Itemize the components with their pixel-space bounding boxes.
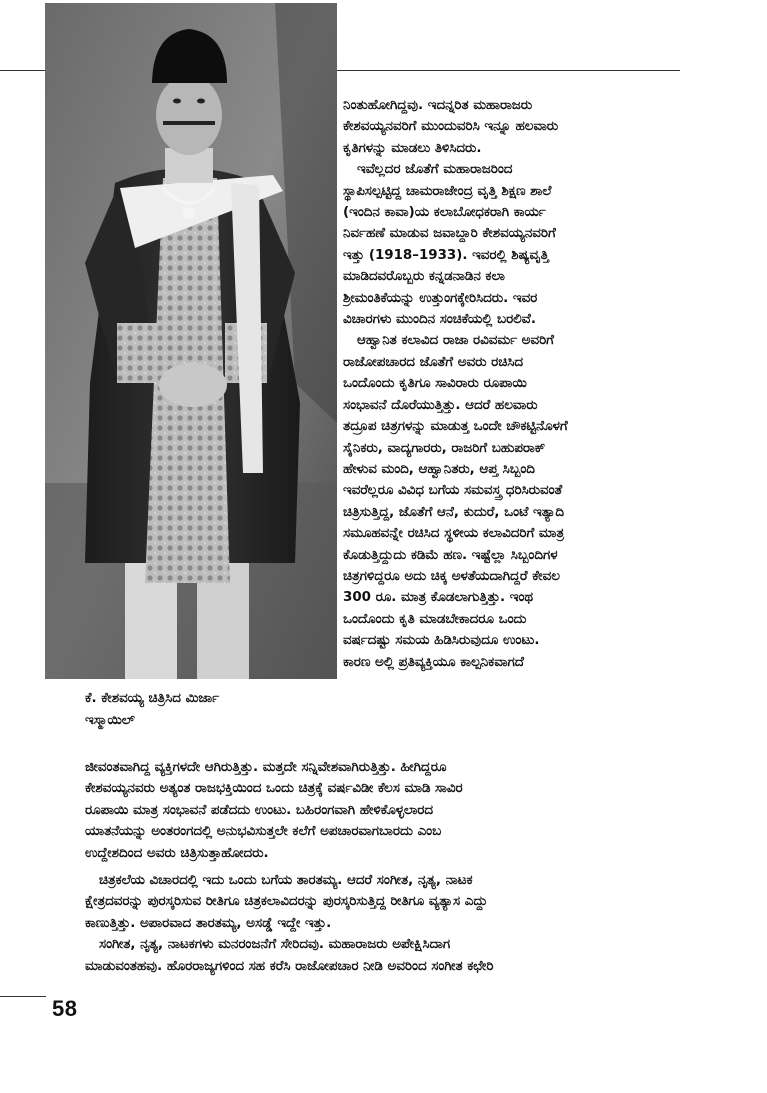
text-line: (ಇಂದಿನ ಕಾವಾ)ಯ ಕಲಾಬೋಧಕರಾಗಿ ಕಾರ್ಯ	[343, 205, 546, 221]
text-line: 300 ರೂ. ಮಾತ್ರ ಕೊಡಲಾಗುತ್ತಿತ್ತು. ಇಂಥ	[343, 590, 534, 606]
text-line: ಹೇಳುವ ಮಂದಿ, ಆಹ್ವಾನಿತರು, ಆಪ್ತ ಸಿಬ್ಬಂದಿ	[343, 461, 535, 477]
text-line: ಕೊಡುತ್ತಿದ್ದುದು ಕಡಿಮೆ ಹಣ. ಇಷ್ಟೆಲ್ಲಾ ಸಿಬ್ಬಂದಿಗಳ	[343, 547, 558, 563]
text-line: ವರ್ಷದಷ್ಟು ಸಮಯ ಹಿಡಿಸಿರುವುದೂ ಉಂಟು.	[343, 633, 540, 649]
text-line: ಜೀವಂತವಾಗಿದ್ದ ವ್ಯಕ್ತಿಗಳದೇ ಆಗಿರುತ್ತಿತ್ತು. ಮತ್ತದೇ ಸನ್ನಿವೇಶವಾಗಿರುತ್ತಿತ್ತು. ಹೀಗಿದ್ದರೂ	[85, 760, 447, 775]
text-line: ತದ್ರೂಪ ಚಿತ್ರಗಳನ್ನು ಮಾಡುತ್ತ ಒಂದೇ ಚೌಕಟ್ಟಿನೊಳಗೆ	[343, 419, 568, 435]
right-column-text	[343, 95, 675, 673]
photo-caption	[85, 688, 335, 732]
text-line: ಕ್ಷೇತ್ರದವರನ್ನು ಪುರಸ್ಕರಿಸುವ ರೀತಿಗೂ ಚಿತ್ರಕಲಾವಿದರನ್ನು ಪುರಸ್ಕರಿಸುತ್ತಿದ್ದ ರೀತಿಗೂ ವ್ಯತ್ಯಾಸ ಎದ್ದು	[85, 894, 488, 910]
text-line: ರೂಪಾಯಿ ಮಾತ್ರ ಸಂಭಾವನೆ ಪಡೆದದು ಉಂಟು. ಬಹಿರಂಗವಾಗಿ ಹೇಳಿಕೊಳ್ಳಲಾರದ	[85, 802, 434, 818]
caption-line: ಇಸ್ಮಾಯಿಲ್	[85, 713, 135, 728]
page-number: 58	[52, 996, 78, 1021]
text-line: ಇತ್ತು (1918–1933). ಇವರಲ್ಲಿ ಶಿಷ್ಯವೃತ್ತಿ	[343, 247, 549, 263]
portrait-photo	[45, 3, 337, 679]
text-line: ಚಿತ್ರಕಲೆಯ ವಿಚಾರದಲ್ಲಿ ಇದು ಒಂದು ಬಗೆಯ ತಾರತಮ್ಯ. ಆದರೆ ಸಂಗೀತ, ನೃತ್ಯ, ನಾಟಕ	[99, 873, 473, 889]
text-line: ಚಿತ್ರಗಳಿದ್ದರೂ ಅದು ಚಿಕ್ಕ ಅಳತೆಯದಾಗಿದ್ದರೆ ಕೇವಲ	[343, 568, 560, 584]
text-line: ಸಮೂಹವನ್ನೇ ರಚಿಸಿದ ಸ್ಥಳೀಯ ಕಲಾವಿದರಿಗೆ ಮಾತ್ರ	[343, 526, 565, 542]
text-line: ಶ್ರೀಮಂತಿಕೆಯನ್ನು ಉತ್ತುಂಗಕ್ಕೇರಿಸಿದರು. ಇವರ	[343, 290, 538, 306]
full-width-text	[85, 757, 675, 977]
text-line: ಉದ್ದೇಶದಿಂದ ಅವರು ಚಿತ್ರಿಸುತ್ತಾಹೋದರು.	[85, 845, 269, 861]
text-line: ಮಾಡುವಂತಹವು. ಹೊರರಾಜ್ಯಗಳಿಂದ ಸಹ ಕರೆಸಿ ರಾಜೋಪಚಾರ ನೀಡಿ ಅವರಿಂದ ಸಂಗೀತ ಕಛೇರಿ	[85, 958, 494, 974]
text-line: ಸ್ಥಾಪಿಸಲ್ಪಟ್ಟಿದ್ದ ಚಾಮರಾಜೇಂದ್ರ ವೃತ್ತಿ ಶಿಕ್ಷಣ ಶಾಲೆ	[343, 183, 552, 199]
text-line: ಸೈನಿಕರು, ವಾದ್ಯಗಾರರು, ರಾಜರಿಗೆ ಬಹುಪರಾಕ್	[343, 440, 546, 456]
text-line: ರಾಜೋಪಚಾರದ ಜೊತೆಗೆ ಅವರು ರಚಿಸಿದ	[343, 354, 524, 370]
text-line: ಆಹ್ವಾನಿತ ಕಲಾವಿದ ರಾಜಾ ರವಿವರ್ಮ ಅವರಿಗೆ	[357, 333, 554, 349]
text-line: ವಿಚಾರಗಳು ಮುಂದಿನ ಸಂಚಿಕೆಯಲ್ಲಿ ಬರಲಿವೆ.	[343, 312, 536, 328]
footer-rule	[0, 996, 46, 997]
text-line: ಕೃತಿಗಳನ್ನು ಮಾಡಲು ತಿಳಿಸಿದರು.	[343, 140, 482, 156]
text-line: ಇವೆಲ್ಲದರ ಜೊತೆಗೆ ಮಹಾರಾಜರಿಂದ	[357, 162, 513, 178]
text-line: ಮಾಡಿದವರೊಬ್ಬರು ಕನ್ನಡನಾಡಿನ ಕಲಾ	[343, 269, 505, 285]
text-line: ಒಂದೊಂದು ಕೃತಿ ಮಾಡಬೇಕಾದರೂ ಒಂದು	[343, 611, 527, 627]
caption-line: ಕೆ. ಕೇಶವಯ್ಯ ಚಿತ್ರಿಸಿದ ಮಿರ್ಜಾ	[85, 691, 220, 706]
text-line: ಕೇಶವಯ್ಯನವರು ಅತ್ಯಂತ ರಾಜಭಕ್ತಿಯಿಂದ ಒಂದು ಚಿತ್ರಕ್ಕೆ ವರ್ಷವಿಡೀ ಕೆಲಸ ಮಾಡಿ ಸಾವಿರ	[85, 781, 463, 797]
text-line: ಒಂದೊಂದು ಕೃತಿಗೂ ಸಾವಿರಾರು ರೂಪಾಯಿ	[343, 376, 527, 392]
text-line: ಕಾಣುತ್ತಿತ್ತು. ಅಪಾರವಾದ ತಾರತಮ್ಯ, ಅಸಡ್ಡೆ ಇದ್ದೇ ಇತ್ತು.	[85, 915, 332, 931]
text-line: ನಿರ್ವಹಣೆ ಮಾಡುವ ಜವಾಬ್ದಾರಿ ಕೇಶವಯ್ಯನವರಿಗೆ	[343, 226, 556, 242]
text-line: ಕೇಶವಯ್ಯನವರಿಗೆ ಮುಂದುವರಿಸಿ ಇನ್ನೂ ಹಲವಾರು	[343, 119, 559, 135]
text-line: ಇವರೆಲ್ಲರೂ ವಿವಿಧ ಬಗೆಯ ಸಮವಸ್ತ್ರ ಧರಿಸಿರುವಂತೆ	[343, 483, 563, 499]
text-line: ಯಾತನೆಯನ್ನು ಅಂತರಂಗದಲ್ಲಿ ಅನುಭವಿಸುತ್ತಲೇ ಕಲೆಗೆ ಅಪಚಾರವಾಗಬಾರದು ಎಂಬ	[85, 824, 442, 840]
text-line: ಸಂಭಾವನೆ ದೊರೆಯುತ್ತಿತ್ತು. ಆದರೆ ಹಲವಾರು	[343, 397, 538, 413]
text-line: ನಿಂತುಹೋಗಿದ್ದವು. ಇದನ್ನರಿತ ಮಹಾರಾಜರು	[343, 98, 533, 113]
text-line: ಸಂಗೀತ, ನೃತ್ಯ, ನಾಟಕಗಳು ಮನರಂಜನೆಗೆ ಸೇರಿದವು. ಮಹಾರಾಜರು ಅಪೇಕ್ಷಿಸಿದಾಗ	[99, 937, 451, 953]
text-line: ಚಿತ್ರಿಸುತ್ತಿದ್ದ, ಜೊತೆಗೆ ಆನೆ, ಕುದುರೆ, ಒಂಟೆ ಇತ್ಯಾದಿ	[343, 504, 565, 520]
text-line: ಕಾರಣ ಅಲ್ಲಿ ಪ್ರತಿವ್ಯಕ್ತಿಯೂ ಕಾಲ್ಪನಿಕವಾಗದೆ	[343, 654, 524, 670]
